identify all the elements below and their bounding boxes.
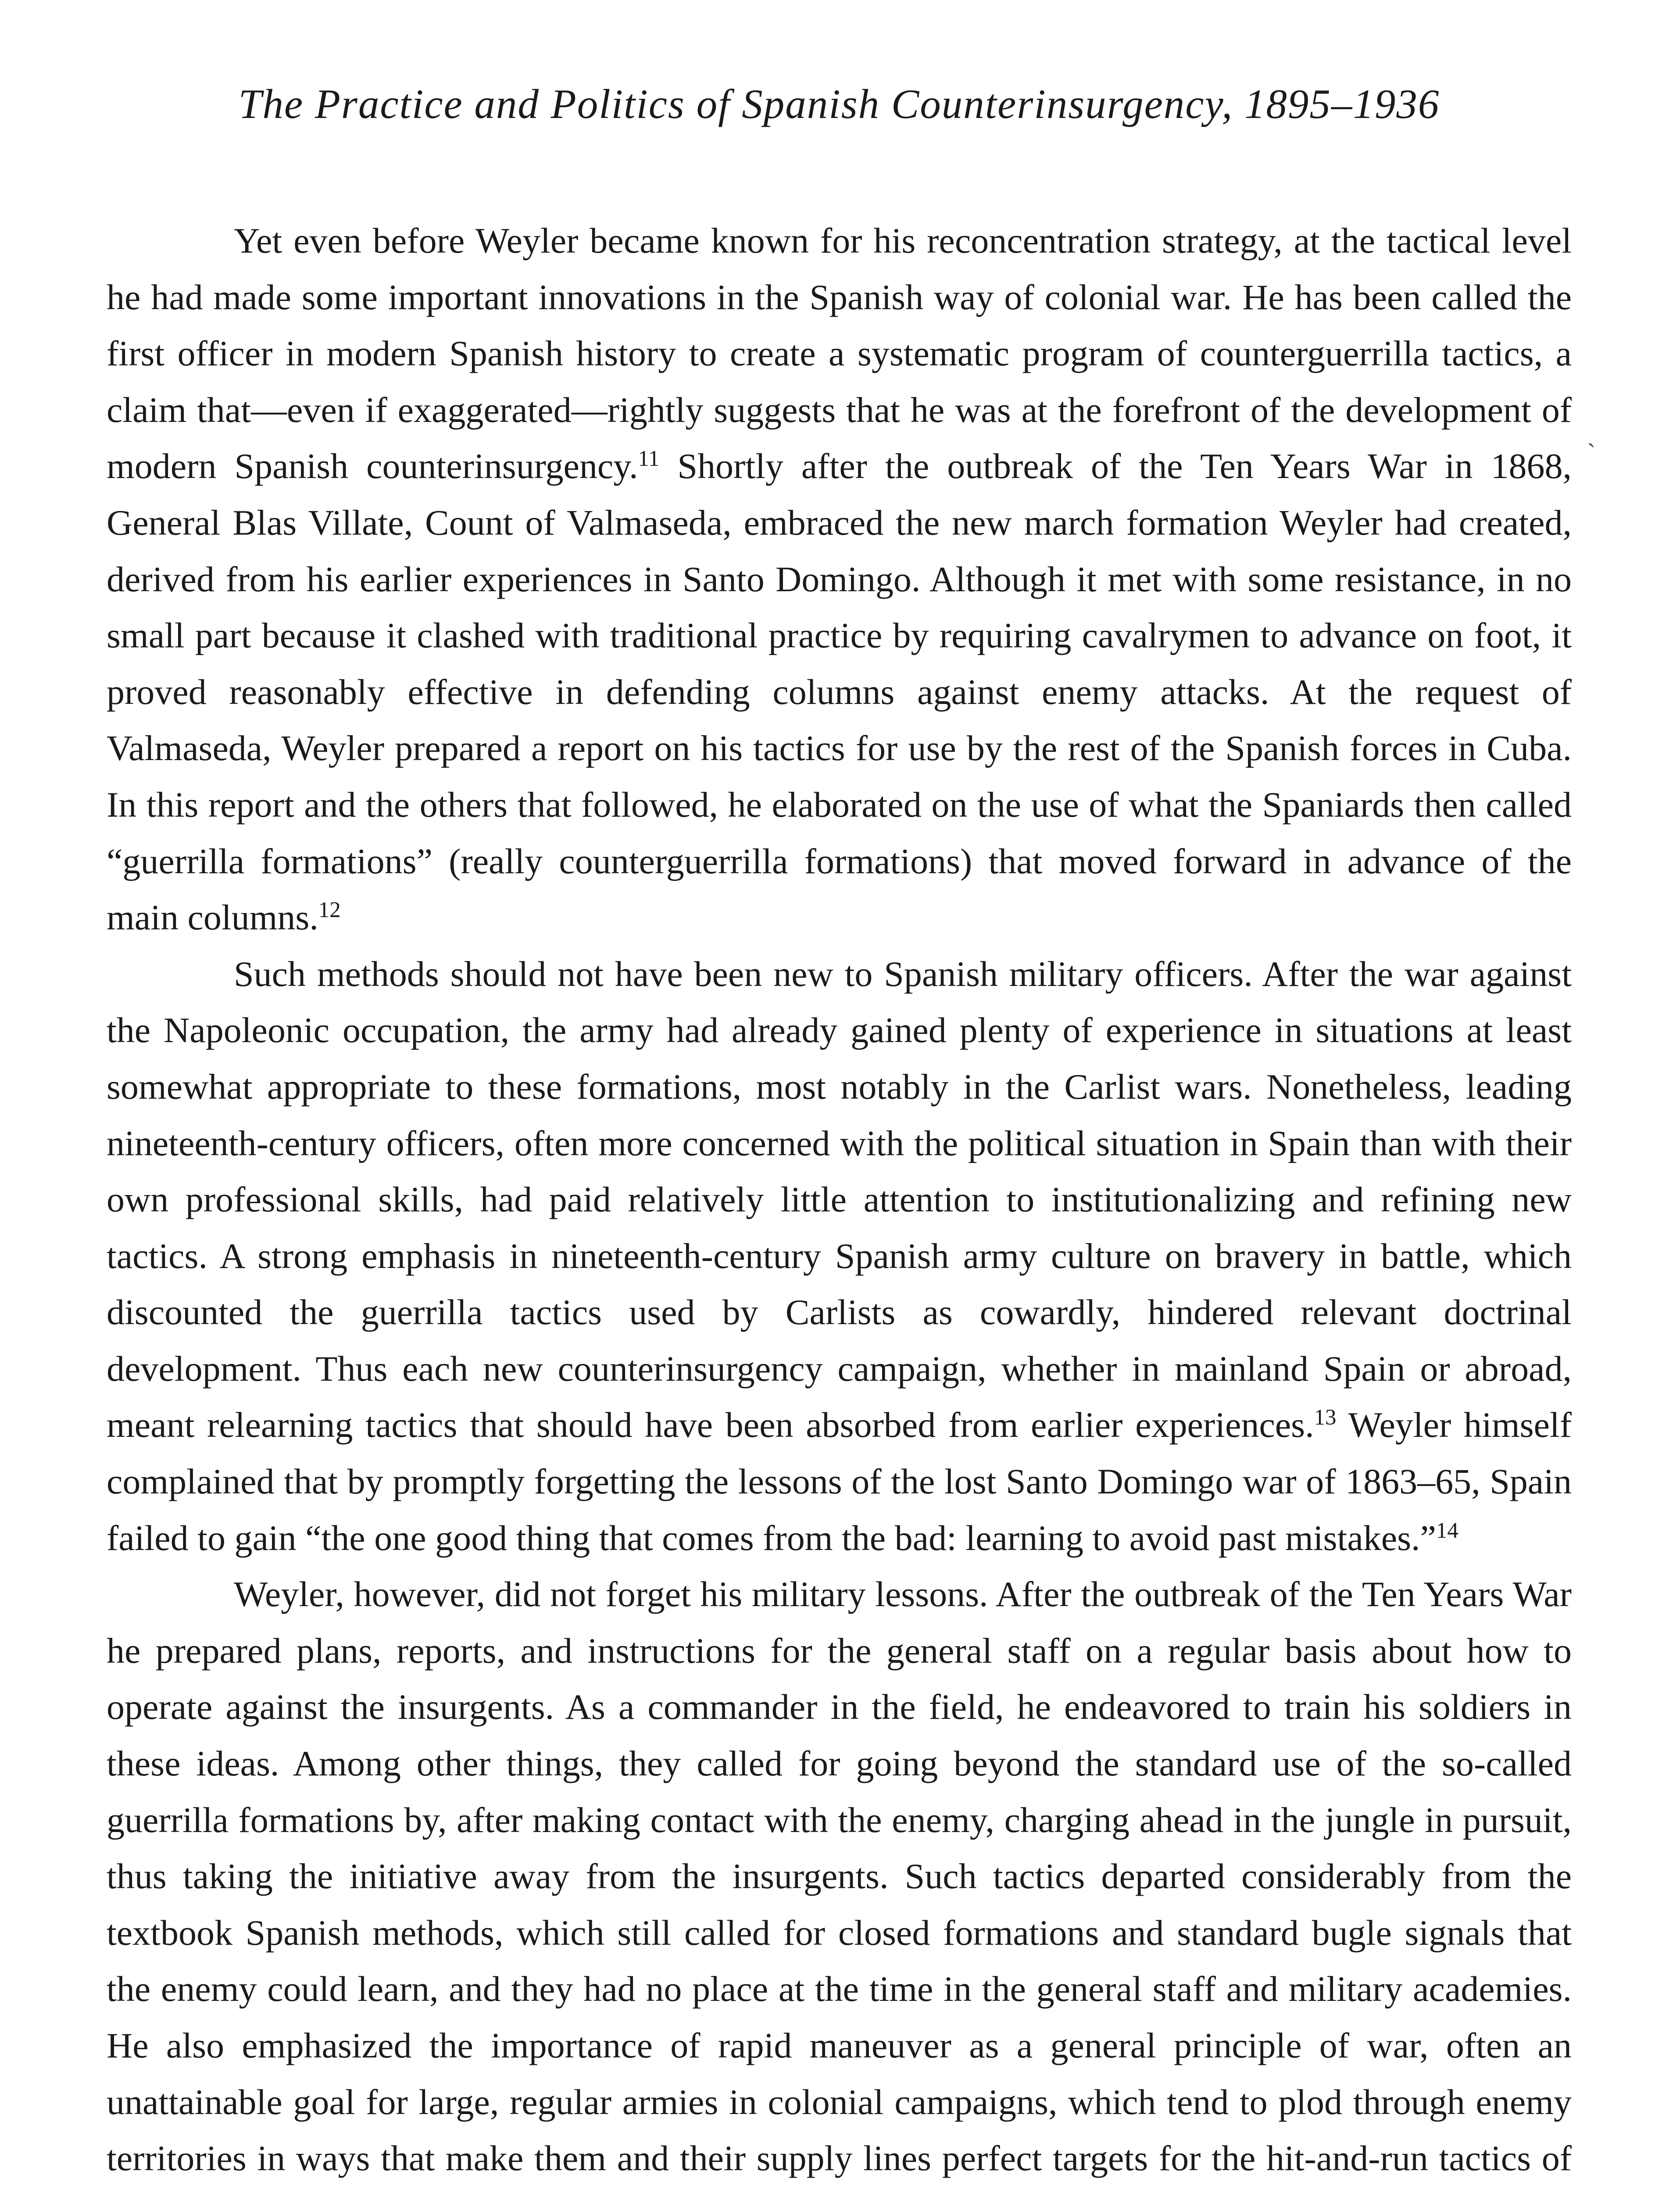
footnote-ref[interactable]: 11 [638, 446, 660, 471]
body-text [107, 213, 1572, 2193]
stray-mark: ˎ [1587, 418, 1596, 447]
running-head: The Practice and Politics of Spanish Counterinsurgency, 1895–1936 [238, 81, 1440, 127]
paragraph: Yet even before Weyler became known for his reconcentration strategy, at the tactical level he had made some important innovations in the Spanish way of colonial war. He has been called the first officer in modern Spanish history to create a systematic program of counterguerrilla tactics, a claim that—even if exaggerated—rightly suggests that he was at the forefront of the development of modern Spanish counterinsurgency.$^{11}$ Shortly after the outbreak of the Ten Years War in 1868, General Blas Villate, Count of Valmaseda, embraced the new march formation Weyler had created, derived from his earlier experiences in Santo Domingo. Although it met with some resistance, in no small part because it clashed with traditional practice by requiring cavalrymen to advance on foot, it proved reasonably effective in defending columns against enemy attacks. At the request of Valmaseda, Weyler prepared a report on his tactics for use by the rest of the Spanish forces in Cuba. In this report and the others that followed, he elaborated on the use of what the Spaniards then called “guerrilla formations” (really counterguerrilla formations) that moved forward in advance of the main columns.$^{12}$ [107, 221, 1572, 938]
footnote-ref[interactable]: 14 [1436, 1518, 1458, 1543]
paragraph: Such methods should not have been new to Spanish military officers. After the war against the Napoleonic occupation, the army had already gained plenty of experience in situations at least somewhat appropriate to these formations, most notably in the Carlist wars. Nonetheless, leading nineteenth-century officers, often more concerned with the political situation in Spain than with their own professional skills, had paid relatively little attention to institutionalizing and refining new tactics. A strong emphasis in nineteenth-century Spanish army culture on bravery in battle, which discounted the guerrilla tactics used by Carlists as cowardly, hindered relevant doctrinal development. Thus each new counterinsurgency campaign, whether in mainland Spain or abroad, meant relearning tactics that should have been absorbed from earlier experiences.$^{13}$ Weyler himself complained that by promptly forgetting the lessons of the lost Santo Domingo war of 1863–65, Spain failed to gain “the one good thing that comes from the bad: learning to avoid past mistakes.”$^{14}$ [107, 954, 1572, 1558]
footnote-ref[interactable]: 13 [1314, 1405, 1337, 1430]
footnote-ref[interactable]: 12 [318, 897, 341, 922]
paragraph: Weyler, however, did not forget his military lessons. After the outbreak of the Ten Years War he prepared plans, reports, and instructions for the general staff on a regular basis about how to operate against the insurgents. As a commander in the field, he endeavored to train his soldiers in these ideas. Among other things, they called for going beyond the standard use of the so-called guerrilla formations by, after making contact with the enemy, charging ahead in the jungle in pursuit, thus taking the initiative away from the insurgents. Such tactics departed considerably from the textbook Spanish methods, which still called for closed formations and standard bugle signals that the enemy could learn, and they had no place at the time in the general staff and military academies. He also emphasized the importance of rapid maneuver as a general principle of war, often an unattainable goal for large, regular armies in colonial campaigns, which tend to plod through enemy territories in ways that make them and their supply lines perfect targets for the hit-and-run tactics of [107, 1574, 1572, 2179]
